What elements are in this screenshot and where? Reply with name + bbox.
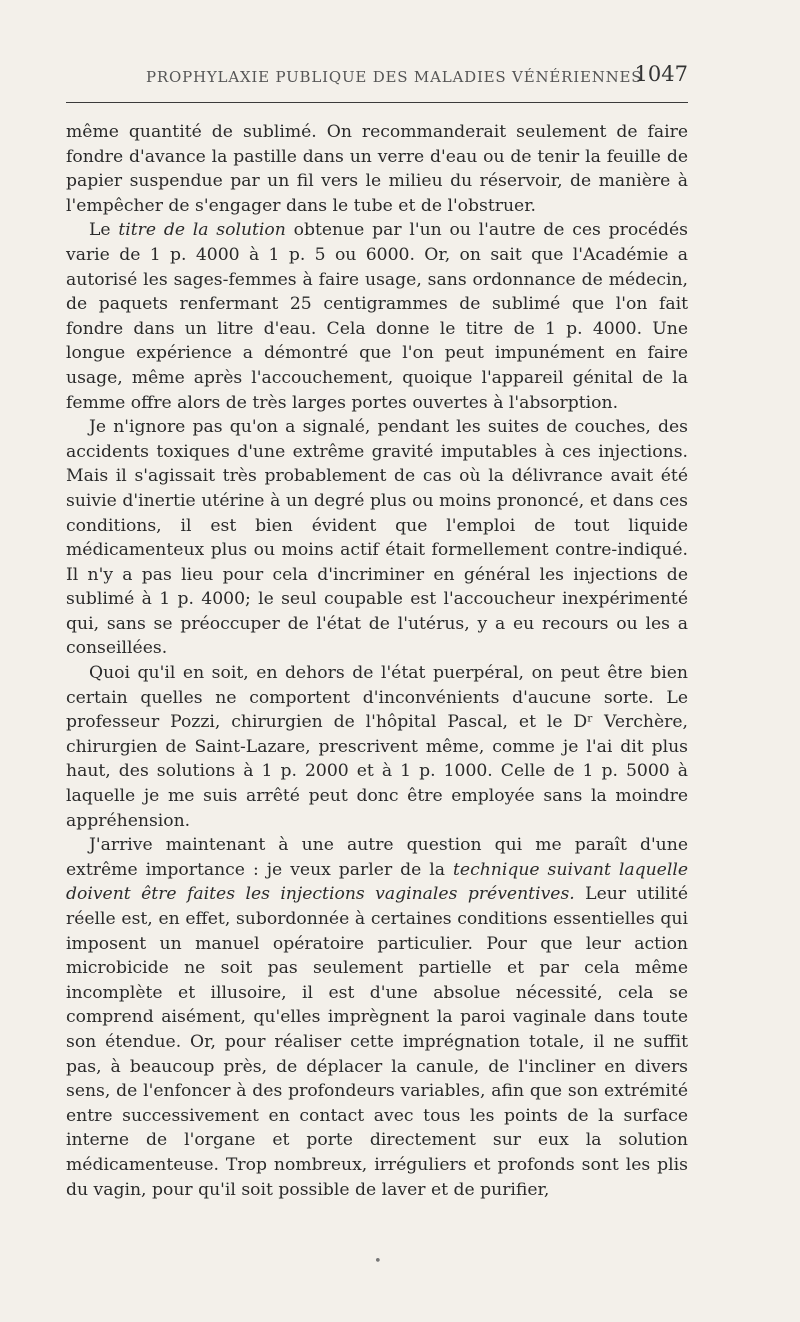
paragraph-5-italic: technique suivant laquelle doivent être faites les injections vaginales préventives. — [66, 859, 689, 905]
paragraph-3-text: Je n'ignore pas qu'on a signalé, pendant les suites de couches, des accidents toxiques d'une extrême gravité imputables à ces injections. Mais il s'agissait très probablement de cas où la délivrance avait été suivie d'inertie utérine à un degré plus ou moins prononcé, et dans ces conditions, il est bien évident que l'emploi de tout liquide médicamenteux plus ou moins actif était formellement contre-indiqué. Il n'y a pas lieu pour cela d'incriminer en général les injections de sublimé à 1 p. 4000; le seul coupable est l'accoucheur inexpérimenté qui, sans se préoccuper de l'état de l'utérus, y a eu recours ou les a conseillées. — [66, 417, 688, 659]
paragraph-4-text: Quoi qu'il en soit, en dehors de l'état puerpéral, on peut être bien certain quelles ne comportent d'inconvénients d'aucune sorte. Le professeur Pozzi, chirurgien de l'hôpital Pascal, et le Dʳ Verchère, chirurgien de Saint-Lazare, prescrivent même, comme je l'ai dit plus haut, des solutions à 1 p. 2000 et à 1 p. 1000. Celle de 1 p. 5000 à laquelle je me suis arrêté peut donc être employée sans la moindre appréhension. — [66, 663, 688, 831]
paragraph-3 — [66, 415, 688, 661]
paragraph-4 — [66, 661, 688, 833]
page-body — [66, 120, 688, 1202]
paragraph-2-italic: titre de la solution — [118, 220, 286, 241]
footer-mark: • — [374, 1254, 382, 1269]
paragraph-5-after: Leur utilité réelle est, en effet, subordonnée à certaines conditions essentielles qui imposent un manuel opératoire particulier. Pour que leur action microbicide ne soit pas seulement partielle et par cela même incomplète et illusoire, il est d'une absolue nécessité, cela se comprend aisément, qu'elles imprègnent la paroi vaginale dans toute son étendue. Or, pour réaliser cette imprégnation totale, il ne suffit pas, à beaucoup près, de déplacer la canule, de l'incliner en divers sens, de l'enfoncer à des profondeurs variables, afin que son extrémité entre successivement en contact avec tous les points de la surface interne de l'organe et porte directement sur eux la solution médicamenteuse. Trop nombreux, irréguliers et profonds sont les plis du vagin, pour qu'il soit possible de laver et de purifier, — [66, 884, 689, 1200]
paragraph-1-text: même quantité de sublimé. On recommanderait seulement de faire fondre d'avance la pastille dans un verre d'eau ou de tenir la feuille de papier suspendue par un fil vers le milieu du réservoir, de manière à l'empêcher de s'engager dans le tube et de l'obstruer. — [66, 122, 688, 216]
paragraph-5 — [66, 833, 688, 1202]
paragraph-2 — [66, 218, 688, 415]
running-title: PROPHYLAXIE PUBLIQUE DES MALADIES VÉNÉRIENNES — [146, 68, 643, 86]
header-rule — [66, 102, 688, 103]
paragraph-2-after: obtenue par l'un ou l'autre de ces procédés varie de 1 p. 4000 à 1 p. 5 ou 6000. Or, on sait que l'Académie a autorisé les sages-femmes à faire usage, sans ordonnance de médecin, de paquets renfermant 25 centigrammes de sublimé que l'on fait fondre dans un litre d'eau. Cela donne le titre de 1 p. 4000. Une longue expérience a démontré que l'on peut impunément en faire usage, même après l'accouchement, quoique l'appareil génital de la femme offre alors de très larges portes ouvertes à l'absorption. — [66, 220, 688, 413]
paragraph-5-before: J'arrive maintenant à une autre question qui me paraît d'une extrême importance : je veux parler de la — [66, 835, 688, 880]
paragraph-2-before: Le — [89, 220, 119, 241]
running-header — [66, 62, 688, 90]
page-number: 1047 — [634, 62, 688, 86]
paragraph-1 — [66, 120, 688, 218]
